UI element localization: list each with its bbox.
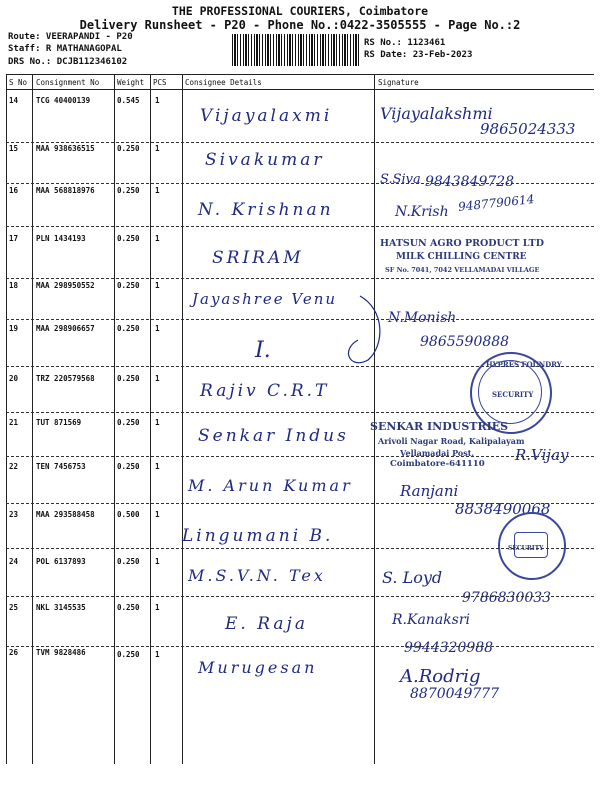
consignee-handwriting: M.S.V.N. Tex xyxy=(188,566,326,585)
col-divider xyxy=(150,74,151,764)
row-divider xyxy=(6,548,594,549)
stamp-milk-line1: HATSUN AGRO PRODUCT LTD xyxy=(380,238,544,249)
consignee-handwriting: Senkar Indus xyxy=(198,426,349,446)
consignee-handwriting: M. Arun Kumar xyxy=(188,476,353,495)
signature-phone: 9865024333 xyxy=(480,120,576,138)
stamp-senkar-line1: SENKAR INDUSTRIES xyxy=(370,420,509,433)
row-sno: 19 xyxy=(9,324,19,333)
rs-date: RS Date: 23-Feb-2023 xyxy=(364,50,473,60)
signature-handwriting: Vijayalakshmi xyxy=(380,104,493,123)
row-pcs: 1 xyxy=(155,324,160,333)
row-divider xyxy=(6,456,594,457)
consignee-handwriting: Vijayalaxmi xyxy=(200,106,333,126)
consignee-handwriting: Lingumani B. xyxy=(182,526,334,546)
col-divider xyxy=(32,74,33,764)
row-pcs: 1 xyxy=(155,418,160,427)
consignee-handwriting: Sivakumar xyxy=(205,150,325,170)
stamp-senkar-line4: Coimbatore-641110 xyxy=(390,459,485,469)
row-weight: 0.545 xyxy=(117,96,140,105)
col-header-signature: Signature xyxy=(378,78,419,87)
consignee-handwriting: E. Raja xyxy=(225,614,308,634)
row-pcs: 1 xyxy=(155,462,160,471)
row-weight: 0.250 xyxy=(117,144,140,153)
row-sno: 26 xyxy=(9,648,19,657)
stamp-senkar-line3: Vellamadai Post, xyxy=(400,448,475,458)
stamp-milk-line2: MILK CHILLING CENTRE xyxy=(396,252,527,262)
row-divider xyxy=(6,319,594,320)
row-sno: 17 xyxy=(9,234,19,243)
signature-phone: 9944320988 xyxy=(404,640,494,656)
row-consignment: TRZ 220579568 xyxy=(36,374,95,383)
signature-phone: 9843849728 xyxy=(425,174,515,190)
col-divider xyxy=(114,74,115,764)
row-consignment: TEN 7456753 xyxy=(36,462,86,471)
col-divider xyxy=(182,74,183,764)
col-header-sno: S No xyxy=(9,78,28,87)
row-consignment: NKL 3145535 xyxy=(36,603,86,612)
page-title: THE PROFESSIONAL COURIERS, Coimbatore xyxy=(171,4,429,18)
row-weight: 0.250 xyxy=(117,557,140,566)
signature-phone: 9487790614 xyxy=(457,192,535,214)
signature-handwriting: A.Rodrig xyxy=(400,666,481,687)
signature-handwriting: R.Vijay xyxy=(515,446,569,464)
row-sno: 16 xyxy=(9,186,19,195)
row-sno: 21 xyxy=(9,418,19,427)
row-weight: 0.250 xyxy=(117,186,140,195)
row-weight: 0.250 xyxy=(117,603,140,612)
signature-handwriting: S.Siva xyxy=(380,172,421,187)
row-weight: 0.500 xyxy=(117,510,140,519)
consignee-handwriting: I. xyxy=(255,338,271,363)
row-divider xyxy=(6,412,594,413)
row-consignment: MAA 298950552 xyxy=(36,281,95,290)
seal-text-mid: SECURITY xyxy=(492,390,534,399)
row-divider xyxy=(6,142,594,143)
signature-handwriting: N.Krish xyxy=(395,204,449,220)
drs-label: DRS No.: DCJB112346102 xyxy=(8,57,128,67)
pen-loop-mark xyxy=(330,290,390,370)
row-consignment: TVM 9828486 xyxy=(36,648,86,657)
table-top-border xyxy=(6,74,594,75)
table-header-border xyxy=(6,89,594,90)
row-pcs: 1 xyxy=(155,603,160,612)
col-header-weight: Weight xyxy=(117,78,145,87)
col-divider xyxy=(6,74,7,764)
row-pcs: 1 xyxy=(155,650,160,659)
row-divider xyxy=(6,183,594,184)
row-weight: 0.250 xyxy=(117,324,140,333)
rs-number: RS No.: 1123461 xyxy=(364,38,446,48)
signature-phone: 8838490068 xyxy=(455,500,551,518)
row-pcs: 1 xyxy=(155,186,160,195)
row-consignment: POL 6137893 xyxy=(36,557,86,566)
row-pcs: 1 xyxy=(155,281,160,290)
row-divider xyxy=(6,226,594,227)
signature-handwriting: R.Kanaksri xyxy=(392,612,470,628)
barcode xyxy=(232,34,360,66)
row-consignment: TCG 40400139 xyxy=(36,96,91,105)
consignee-handwriting: Jayashree Venu xyxy=(192,290,338,308)
row-weight: 0.250 xyxy=(117,650,140,659)
signature-handwriting: N.Monish xyxy=(388,310,457,326)
stamp-senkar-line2: Arivoli Nagar Road, Kalipalayam xyxy=(378,436,525,446)
route-label: Route: VEERAPANDI - P20 xyxy=(8,32,133,42)
row-sno: 22 xyxy=(9,462,19,471)
signature-phone: 9865590888 xyxy=(420,334,510,350)
row-consignment: MAA 568818976 xyxy=(36,186,95,195)
row-consignment: PLN 1434193 xyxy=(36,234,86,243)
staff-label: Staff: R MATHANAGOPAL xyxy=(8,44,122,54)
row-pcs: 1 xyxy=(155,510,160,519)
consignee-handwriting: SRIRAM xyxy=(212,248,304,268)
page-subtitle: Delivery Runsheet - P20 - Phone No.:0422-3505555 - Page No.:2 xyxy=(79,18,521,32)
signature-phone: 9786830033 xyxy=(462,590,552,606)
row-pcs: 1 xyxy=(155,374,160,383)
col-header-consignment: Consignment No xyxy=(36,78,100,87)
row-pcs: 1 xyxy=(155,96,160,105)
consignee-handwriting: Murugesan xyxy=(198,658,318,677)
row-consignment: MAA 938636515 xyxy=(36,144,95,153)
row-weight: 0.250 xyxy=(117,374,140,383)
row-sno: 14 xyxy=(9,96,19,105)
row-pcs: 1 xyxy=(155,144,160,153)
row-consignment: TUT 871569 xyxy=(36,418,82,427)
row-consignment: MAA 293588458 xyxy=(36,510,95,519)
signature-handwriting: Ranjani xyxy=(400,482,459,500)
col-header-pcs: PCS xyxy=(153,78,167,87)
row-weight: 0.250 xyxy=(117,281,140,290)
consignee-handwriting: N. Krishnan xyxy=(198,200,334,220)
row-sno: 24 xyxy=(9,557,19,566)
seal2-text: SECURITY xyxy=(508,545,544,552)
col-divider xyxy=(374,74,375,764)
row-divider xyxy=(6,503,594,504)
row-consignment: MAA 298906657 xyxy=(36,324,95,333)
signature-handwriting: S. Loyd xyxy=(382,568,443,587)
row-sno: 18 xyxy=(9,281,19,290)
signature-phone: 8870049777 xyxy=(410,686,500,702)
row-sno: 20 xyxy=(9,374,19,383)
row-divider xyxy=(6,596,594,597)
row-sno: 15 xyxy=(9,144,19,153)
row-divider xyxy=(6,646,594,647)
row-pcs: 1 xyxy=(155,234,160,243)
stamp-milk-line3: SF No. 7041, 7042 VELLAMADAI VILLAGE xyxy=(385,266,540,274)
col-header-consignee: Consignee Details xyxy=(185,78,262,87)
row-weight: 0.250 xyxy=(117,418,140,427)
row-sno: 23 xyxy=(9,510,19,519)
row-divider xyxy=(6,278,594,279)
row-weight: 0.250 xyxy=(117,234,140,243)
consignee-handwriting: Rajiv C.R.T xyxy=(200,381,330,401)
row-pcs: 1 xyxy=(155,557,160,566)
row-sno: 25 xyxy=(9,603,19,612)
seal-text-top: HYPRES FOUNDRY xyxy=(486,360,562,369)
row-weight: 0.250 xyxy=(117,462,140,471)
